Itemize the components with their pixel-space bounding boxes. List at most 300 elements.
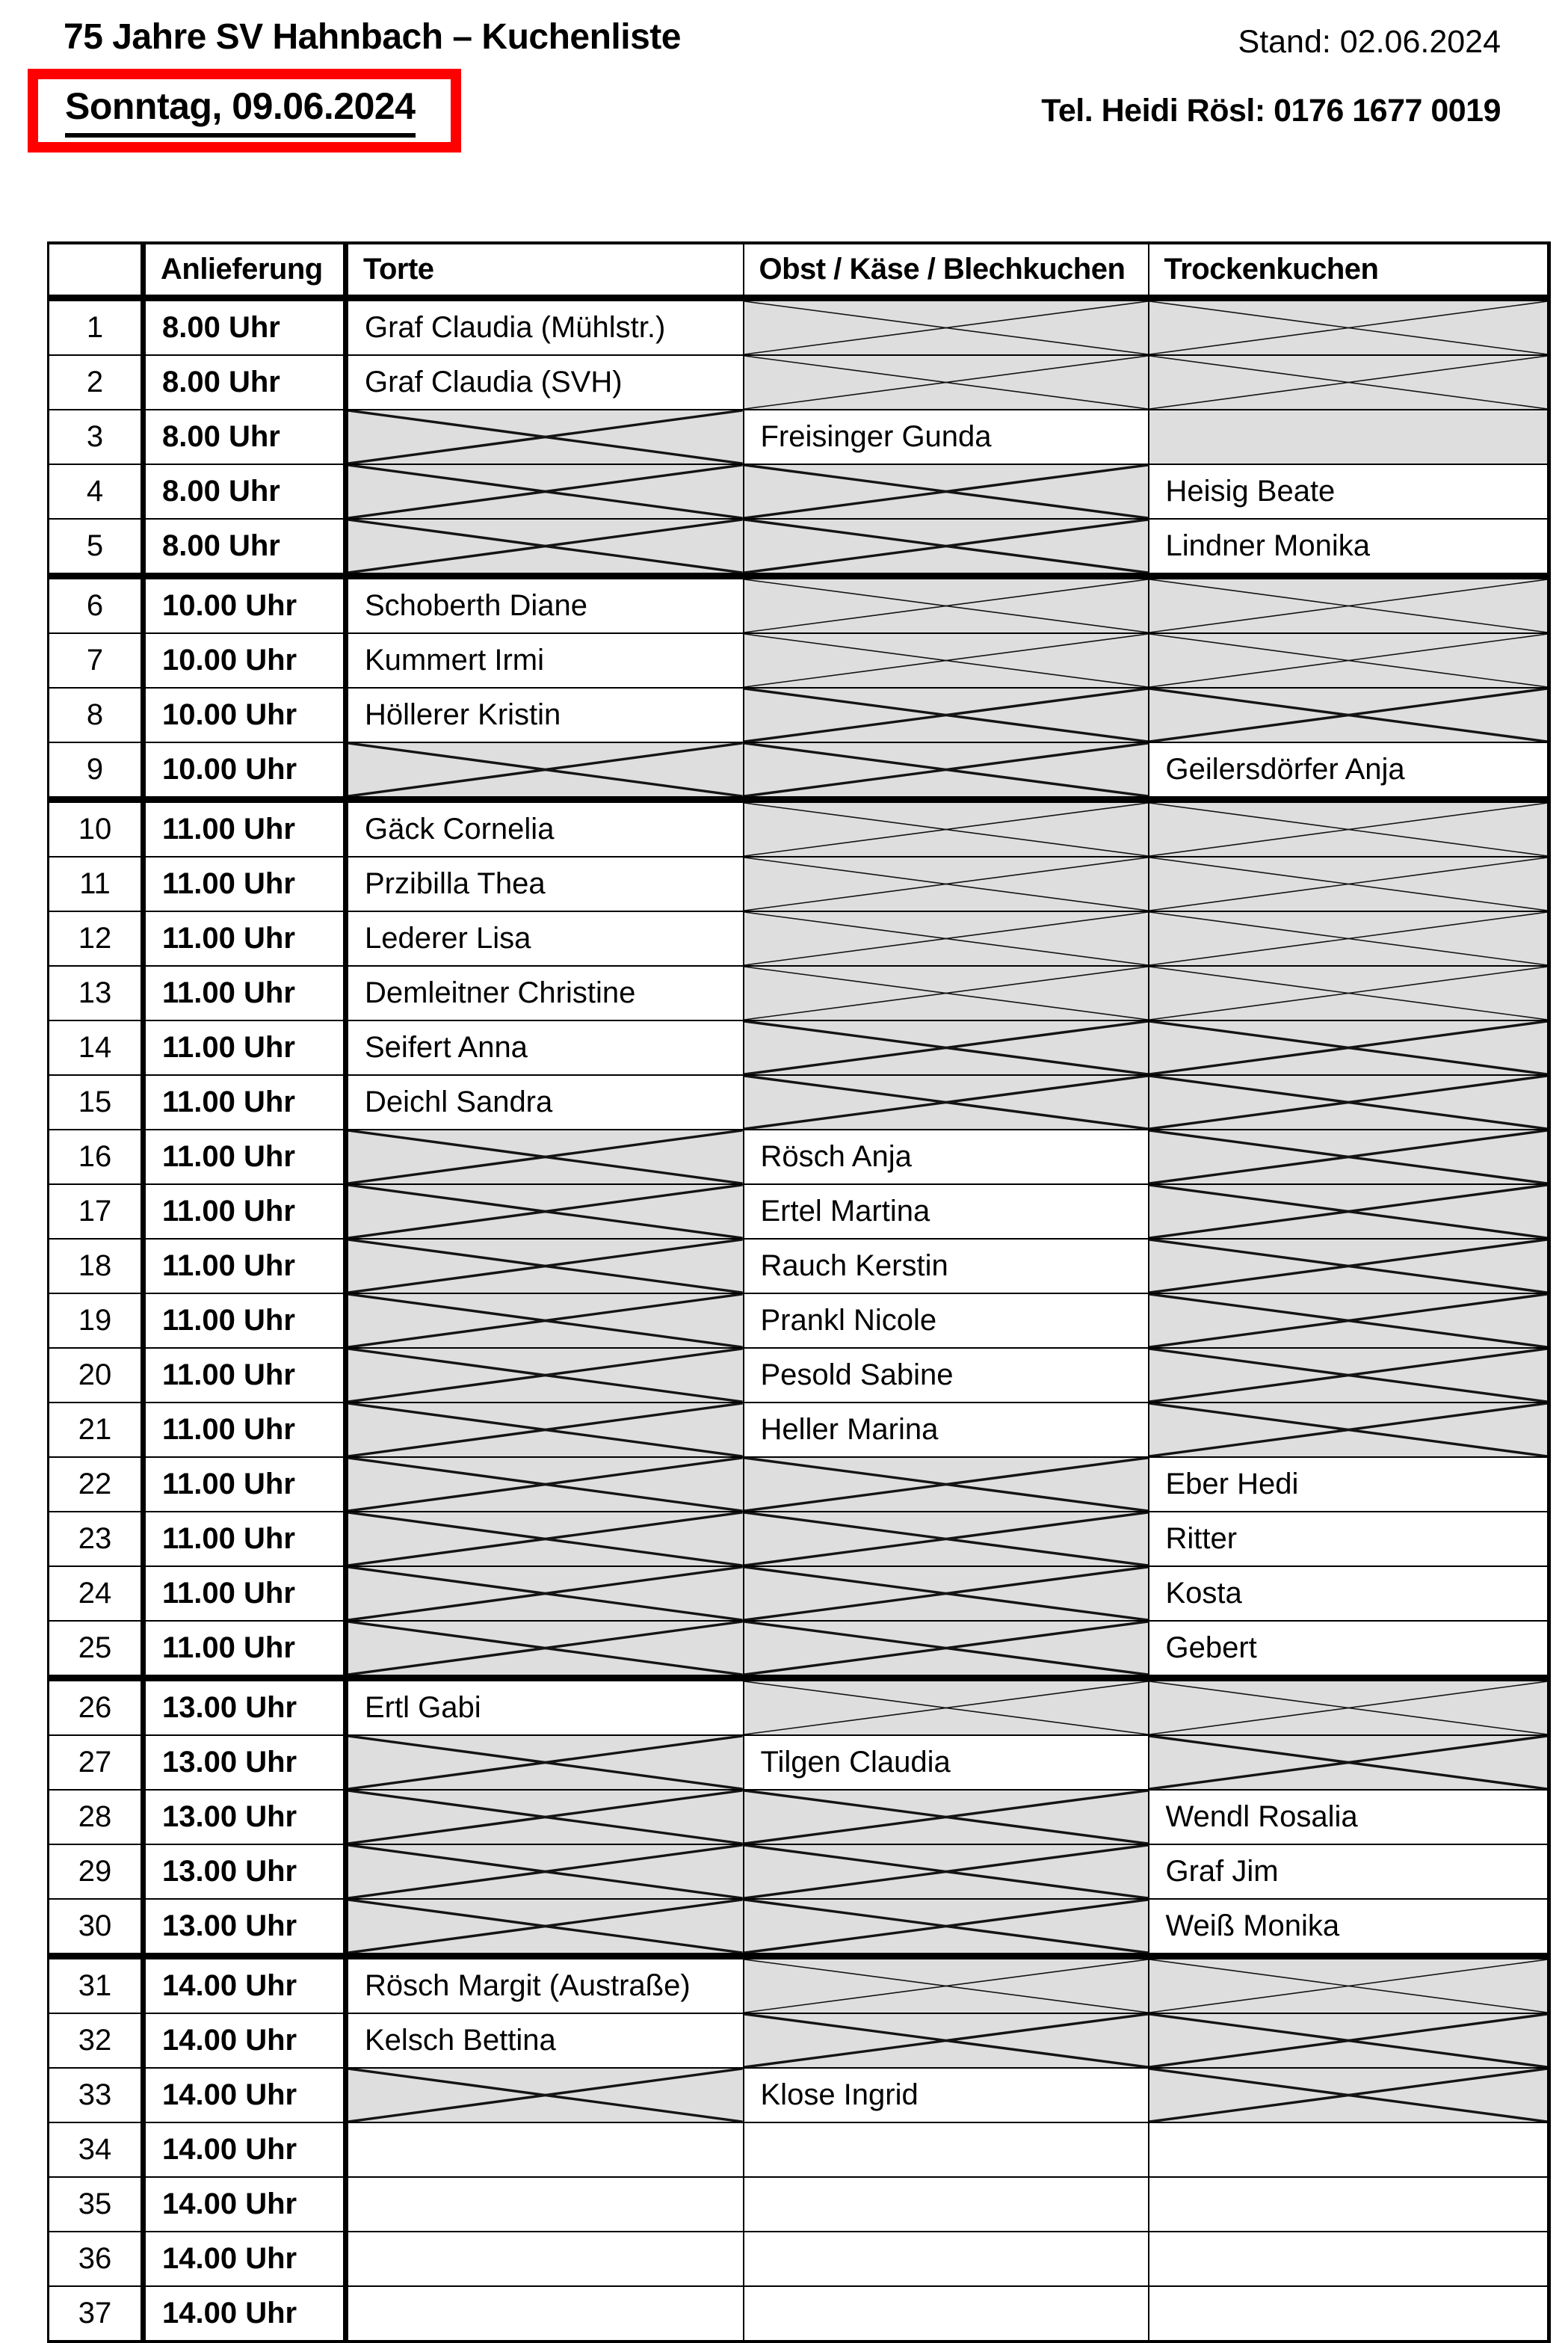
torte-cell: Deichl Sandra xyxy=(346,1075,744,1130)
obst-cell xyxy=(744,1075,1149,1130)
delivery-time: 8.00 Uhr xyxy=(143,464,346,519)
table-row xyxy=(49,1348,1549,1403)
trockenkuchen-cell xyxy=(1149,1130,1549,1184)
delivery-time: 14.00 Uhr xyxy=(143,2286,346,2342)
obst-cell xyxy=(744,519,1149,576)
obst-cell xyxy=(744,1956,1149,2014)
crossed-out-mark xyxy=(744,803,1148,856)
crossed-out-mark xyxy=(348,1567,743,1620)
trockenkuchen-cell: Gebert xyxy=(1149,1621,1549,1678)
obst-cell: Rauch Kerstin xyxy=(744,1239,1149,1293)
torte-cell xyxy=(346,1457,744,1512)
crossed-out-mark xyxy=(1149,1403,1548,1456)
obst-cell xyxy=(744,1020,1149,1075)
table-row xyxy=(49,1457,1549,1512)
row-number: 4 xyxy=(49,464,143,519)
row-number: 17 xyxy=(49,1184,143,1239)
row-number: 11 xyxy=(49,857,143,911)
delivery-time: 14.00 Uhr xyxy=(143,2232,346,2286)
obst-cell xyxy=(744,688,1149,742)
row-number: 16 xyxy=(49,1130,143,1184)
obst-cell xyxy=(744,2286,1149,2342)
crossed-out-mark xyxy=(744,1681,1148,1734)
delivery-time: 11.00 Uhr xyxy=(143,1075,346,1130)
crossed-out-mark xyxy=(1149,689,1548,742)
torte-cell xyxy=(346,1899,744,1956)
crossed-out-mark xyxy=(1149,579,1548,632)
torte-cell: Schoberth Diane xyxy=(346,576,744,634)
crossed-out-mark xyxy=(348,1294,743,1347)
crossed-out-mark xyxy=(348,1512,743,1565)
cake-table-body xyxy=(49,298,1549,2342)
header-row xyxy=(49,243,1549,298)
delivery-time: 11.00 Uhr xyxy=(143,1293,346,1348)
obst-cell xyxy=(744,633,1149,688)
table-row xyxy=(49,688,1549,742)
table-row xyxy=(49,1403,1549,1457)
crossed-out-mark xyxy=(348,1403,743,1456)
trockenkuchen-cell: Kosta xyxy=(1149,1566,1549,1621)
obst-cell xyxy=(744,2013,1149,2068)
crossed-out-mark xyxy=(348,410,743,464)
table-row xyxy=(49,1184,1549,1239)
torte-cell: Graf Claudia (SVH) xyxy=(346,355,744,410)
table-row xyxy=(49,576,1549,634)
obst-cell xyxy=(744,576,1149,634)
crossed-out-mark xyxy=(1149,1959,1548,2013)
obst-cell xyxy=(744,911,1149,966)
header-number xyxy=(49,243,143,298)
trockenkuchen-cell xyxy=(1149,2068,1549,2122)
crossed-out-mark xyxy=(1149,1021,1548,1074)
delivery-time: 10.00 Uhr xyxy=(143,742,346,800)
trockenkuchen-cell xyxy=(1149,1293,1549,1348)
torte-cell xyxy=(346,742,744,800)
delivery-time: 11.00 Uhr xyxy=(143,1020,346,1075)
table-row xyxy=(49,1621,1549,1678)
crossed-out-mark xyxy=(1149,634,1548,687)
delivery-time: 10.00 Uhr xyxy=(143,633,346,688)
row-number: 31 xyxy=(49,1956,143,2014)
table-row xyxy=(49,2013,1549,2068)
torte-cell: Kelsch Bettina xyxy=(346,2013,744,2068)
trockenkuchen-cell xyxy=(1149,355,1549,410)
crossed-out-mark xyxy=(348,465,743,518)
delivery-time: 11.00 Uhr xyxy=(143,1403,346,1457)
torte-cell xyxy=(346,2286,744,2342)
table-row xyxy=(49,355,1549,410)
cake-list-table xyxy=(47,241,1551,2343)
torte-cell xyxy=(346,410,744,464)
torte-cell: Graf Claudia (Mühlstr.) xyxy=(346,298,744,356)
row-number: 22 xyxy=(49,1457,143,1512)
trockenkuchen-cell xyxy=(1149,2013,1549,2068)
table-row xyxy=(49,1899,1549,1956)
torte-cell xyxy=(346,1239,744,1293)
crossed-out-mark xyxy=(348,2069,743,2122)
row-number: 7 xyxy=(49,633,143,688)
crossed-out-mark xyxy=(744,689,1148,742)
table-row xyxy=(49,742,1549,800)
delivery-time: 11.00 Uhr xyxy=(143,911,346,966)
row-number: 5 xyxy=(49,519,143,576)
trockenkuchen-cell xyxy=(1149,800,1549,858)
crossed-out-mark xyxy=(348,1622,743,1675)
row-number: 8 xyxy=(49,688,143,742)
trockenkuchen-cell xyxy=(1149,2122,1549,2177)
delivery-time: 13.00 Uhr xyxy=(143,1899,346,1956)
trockenkuchen-cell xyxy=(1149,1020,1549,1075)
row-number: 21 xyxy=(49,1403,143,1457)
table-row xyxy=(49,1020,1549,1075)
delivery-time: 11.00 Uhr xyxy=(143,800,346,858)
row-number: 25 xyxy=(49,1621,143,1678)
delivery-time: 11.00 Uhr xyxy=(143,1566,346,1621)
delivery-time: 11.00 Uhr xyxy=(143,1348,346,1403)
table-row xyxy=(49,1790,1549,1844)
table-row xyxy=(49,519,1549,576)
crossed-out-mark xyxy=(744,1021,1148,1074)
crossed-out-mark xyxy=(744,912,1148,965)
delivery-time: 13.00 Uhr xyxy=(143,1735,346,1790)
crossed-out-mark xyxy=(1149,301,1548,354)
crossed-out-mark xyxy=(348,1240,743,1293)
crossed-out-mark xyxy=(1149,967,1548,1020)
delivery-time: 10.00 Uhr xyxy=(143,576,346,634)
delivery-time: 8.00 Uhr xyxy=(143,410,346,464)
obst-cell xyxy=(744,1512,1149,1566)
obst-cell: Tilgen Claudia xyxy=(744,1735,1149,1790)
crossed-out-mark xyxy=(1149,1349,1548,1402)
obst-cell xyxy=(744,1790,1149,1844)
obst-cell: Rösch Anja xyxy=(744,1130,1149,1184)
trockenkuchen-cell xyxy=(1149,688,1549,742)
obst-cell xyxy=(744,2232,1149,2286)
trockenkuchen-cell xyxy=(1149,1956,1549,2014)
contact-phone: Tel. Heidi Rösl: 0176 1677 0019 xyxy=(1041,93,1501,129)
torte-cell xyxy=(346,1184,744,1239)
row-number: 23 xyxy=(49,1512,143,1566)
torte-cell: Gäck Cornelia xyxy=(346,800,744,858)
crossed-out-mark xyxy=(348,1791,743,1844)
torte-cell xyxy=(346,1844,744,1899)
obst-cell xyxy=(744,1844,1149,1899)
table-row xyxy=(49,2232,1549,2286)
row-number: 13 xyxy=(49,966,143,1020)
delivery-time: 8.00 Uhr xyxy=(143,519,346,576)
trockenkuchen-cell xyxy=(1149,576,1549,634)
crossed-out-mark xyxy=(744,465,1148,518)
obst-cell xyxy=(744,1566,1149,1621)
crossed-out-mark xyxy=(1149,1076,1548,1129)
header-torte: Torte xyxy=(346,243,744,298)
crossed-out-mark xyxy=(348,1845,743,1898)
trockenkuchen-cell xyxy=(1149,1735,1549,1790)
torte-cell xyxy=(346,1621,744,1678)
delivery-time: 8.00 Uhr xyxy=(143,355,346,410)
crossed-out-mark xyxy=(744,1567,1148,1620)
obst-cell: Heller Marina xyxy=(744,1403,1149,1457)
event-date: Sonntag, 09.06.2024 xyxy=(65,84,416,138)
row-number: 26 xyxy=(49,1678,143,1736)
crossed-out-mark xyxy=(744,967,1148,1020)
obst-cell xyxy=(744,464,1149,519)
torte-cell: Höllerer Kristin xyxy=(346,688,744,742)
torte-cell: Seifert Anna xyxy=(346,1020,744,1075)
obst-cell xyxy=(744,857,1149,911)
obst-cell xyxy=(744,2177,1149,2232)
obst-cell xyxy=(744,1621,1149,1678)
row-number: 14 xyxy=(49,1020,143,1075)
crossed-out-mark xyxy=(348,1130,743,1183)
crossed-out-mark xyxy=(1149,1130,1548,1183)
delivery-time: 11.00 Uhr xyxy=(143,966,346,1020)
table-row xyxy=(49,2122,1549,2177)
delivery-time: 13.00 Uhr xyxy=(143,1678,346,1736)
trockenkuchen-cell xyxy=(1149,298,1549,356)
crossed-out-mark xyxy=(1149,356,1548,409)
crossed-out-mark xyxy=(744,2014,1148,2067)
row-number: 12 xyxy=(49,911,143,966)
trockenkuchen-cell xyxy=(1149,1239,1549,1293)
trockenkuchen-cell: Ritter xyxy=(1149,1512,1549,1566)
crossed-out-mark xyxy=(348,743,743,796)
trockenkuchen-cell xyxy=(1149,1184,1549,1239)
trockenkuchen-cell: Lindner Monika xyxy=(1149,519,1549,576)
crossed-out-mark xyxy=(1149,2069,1548,2122)
row-number: 1 xyxy=(49,298,143,356)
stand-date: Stand: 02.06.2024 xyxy=(1238,24,1501,60)
torte-cell: Demleitner Christine xyxy=(346,966,744,1020)
delivery-time: 10.00 Uhr xyxy=(143,688,346,742)
torte-cell xyxy=(346,1790,744,1844)
delivery-time: 11.00 Uhr xyxy=(143,1130,346,1184)
trockenkuchen-cell xyxy=(1149,410,1549,464)
torte-cell xyxy=(346,2177,744,2232)
trockenkuchen-cell xyxy=(1149,1678,1549,1736)
trockenkuchen-cell xyxy=(1149,966,1549,1020)
crossed-out-mark xyxy=(348,1349,743,1402)
table-row xyxy=(49,1735,1549,1790)
table-row xyxy=(49,800,1549,858)
table-row xyxy=(49,857,1549,911)
delivery-time: 11.00 Uhr xyxy=(143,1621,346,1678)
crossed-out-mark xyxy=(1149,1294,1548,1347)
delivery-time: 13.00 Uhr xyxy=(143,1790,346,1844)
table-row xyxy=(49,1844,1549,1899)
crossed-out-mark xyxy=(744,1076,1148,1129)
trockenkuchen-cell xyxy=(1149,1348,1549,1403)
trockenkuchen-cell xyxy=(1149,857,1549,911)
crossed-out-mark xyxy=(1149,1681,1548,1734)
crossed-out-mark xyxy=(744,301,1148,354)
trockenkuchen-cell: Weiß Monika xyxy=(1149,1899,1549,1956)
table-row xyxy=(49,2068,1549,2122)
row-number: 27 xyxy=(49,1735,143,1790)
crossed-out-mark xyxy=(744,1959,1148,2013)
crossed-out-mark xyxy=(744,743,1148,796)
crossed-out-mark xyxy=(348,1458,743,1511)
row-number: 19 xyxy=(49,1293,143,1348)
crossed-out-mark xyxy=(744,858,1148,911)
crossed-out-mark xyxy=(744,356,1148,409)
row-number: 2 xyxy=(49,355,143,410)
page-title: 75 Jahre SV Hahnbach – Kuchenliste xyxy=(64,17,681,57)
table-row xyxy=(49,298,1549,356)
header-obst-kaese-blechkuchen: Obst / Käse / Blechkuchen xyxy=(744,243,1149,298)
trockenkuchen-cell: Wendl Rosalia xyxy=(1149,1790,1549,1844)
torte-cell xyxy=(346,1735,744,1790)
delivery-time: 11.00 Uhr xyxy=(143,1512,346,1566)
obst-cell xyxy=(744,800,1149,858)
table-row xyxy=(49,2177,1549,2232)
table-row xyxy=(49,464,1549,519)
table-row xyxy=(49,911,1549,966)
crossed-out-mark xyxy=(1149,912,1548,965)
torte-cell: Lederer Lisa xyxy=(346,911,744,966)
crossed-out-mark xyxy=(348,1736,743,1789)
trockenkuchen-cell: Heisig Beate xyxy=(1149,464,1549,519)
delivery-time: 11.00 Uhr xyxy=(143,1457,346,1512)
crossed-out-mark xyxy=(348,520,743,573)
torte-cell xyxy=(346,2122,744,2177)
row-number: 3 xyxy=(49,410,143,464)
trockenkuchen-cell xyxy=(1149,2177,1549,2232)
table-row xyxy=(49,1678,1549,1736)
obst-cell: Prankl Nicole xyxy=(744,1293,1149,1348)
row-number: 6 xyxy=(49,576,143,634)
crossed-out-mark xyxy=(1149,1736,1548,1789)
table-row xyxy=(49,1512,1549,1566)
row-number: 32 xyxy=(49,2013,143,2068)
crossed-out-mark xyxy=(744,1512,1148,1565)
torte-cell xyxy=(346,2068,744,2122)
table-row xyxy=(49,633,1549,688)
torte-cell xyxy=(346,519,744,576)
delivery-time: 11.00 Uhr xyxy=(143,1184,346,1239)
crossed-out-mark xyxy=(744,634,1148,687)
torte-cell xyxy=(346,2232,744,2286)
crossed-out-mark xyxy=(1149,1185,1548,1238)
trockenkuchen-cell: Geilersdörfer Anja xyxy=(1149,742,1549,800)
torte-cell: Rösch Margit (Austraße) xyxy=(346,1956,744,2014)
crossed-out-mark xyxy=(744,1791,1148,1844)
obst-cell: Klose Ingrid xyxy=(744,2068,1149,2122)
header-anlieferung: Anlieferung xyxy=(143,243,346,298)
trockenkuchen-cell xyxy=(1149,633,1549,688)
row-number: 15 xyxy=(49,1075,143,1130)
obst-cell xyxy=(744,2122,1149,2177)
table-row xyxy=(49,1130,1549,1184)
torte-cell xyxy=(346,464,744,519)
crossed-out-mark xyxy=(744,1622,1148,1675)
delivery-time: 14.00 Uhr xyxy=(143,2122,346,2177)
obst-cell: Pesold Sabine xyxy=(744,1348,1149,1403)
obst-cell: Freisinger Gunda xyxy=(744,410,1149,464)
crossed-out-mark xyxy=(744,1900,1148,1953)
trockenkuchen-cell xyxy=(1149,2232,1549,2286)
torte-cell: Kummert Irmi xyxy=(346,633,744,688)
torte-cell xyxy=(346,1512,744,1566)
obst-cell xyxy=(744,1678,1149,1736)
delivery-time: 14.00 Uhr xyxy=(143,1956,346,2014)
row-number: 35 xyxy=(49,2177,143,2232)
row-number: 24 xyxy=(49,1566,143,1621)
torte-cell xyxy=(346,1348,744,1403)
table-row xyxy=(49,410,1549,464)
obst-cell xyxy=(744,355,1149,410)
delivery-time: 14.00 Uhr xyxy=(143,2013,346,2068)
row-number: 29 xyxy=(49,1844,143,1899)
table-row xyxy=(49,2286,1549,2342)
row-number: 28 xyxy=(49,1790,143,1844)
trockenkuchen-cell xyxy=(1149,2286,1549,2342)
obst-cell xyxy=(744,742,1149,800)
trockenkuchen-cell: Graf Jim xyxy=(1149,1844,1549,1899)
crossed-out-mark xyxy=(744,1845,1148,1898)
table-row xyxy=(49,1293,1549,1348)
trockenkuchen-cell xyxy=(1149,911,1549,966)
obst-cell xyxy=(744,298,1149,356)
delivery-time: 11.00 Uhr xyxy=(143,857,346,911)
torte-cell xyxy=(346,1403,744,1457)
delivery-time: 14.00 Uhr xyxy=(143,2068,346,2122)
torte-cell: Ertl Gabi xyxy=(346,1678,744,1736)
crossed-out-mark xyxy=(1149,858,1548,911)
crossed-out-mark xyxy=(348,1900,743,1953)
row-number: 18 xyxy=(49,1239,143,1293)
row-number: 33 xyxy=(49,2068,143,2122)
row-number: 20 xyxy=(49,1348,143,1403)
delivery-time: 8.00 Uhr xyxy=(143,298,346,356)
torte-cell xyxy=(346,1566,744,1621)
table-row xyxy=(49,966,1549,1020)
crossed-out-mark xyxy=(744,1458,1148,1511)
torte-cell: Przibilla Thea xyxy=(346,857,744,911)
delivery-time: 11.00 Uhr xyxy=(143,1239,346,1293)
date-highlight-box xyxy=(28,69,461,153)
crossed-out-mark xyxy=(744,520,1148,573)
row-number: 30 xyxy=(49,1899,143,1956)
delivery-time: 13.00 Uhr xyxy=(143,1844,346,1899)
trockenkuchen-cell xyxy=(1149,1075,1549,1130)
crossed-out-mark xyxy=(744,579,1148,632)
obst-cell xyxy=(744,1457,1149,1512)
crossed-out-mark xyxy=(348,1185,743,1238)
row-number: 10 xyxy=(49,800,143,858)
table-row xyxy=(49,1956,1549,2014)
table-row xyxy=(49,1075,1549,1130)
trockenkuchen-cell xyxy=(1149,1403,1549,1457)
obst-cell xyxy=(744,1899,1149,1956)
obst-cell: Ertel Martina xyxy=(744,1184,1149,1239)
crossed-out-mark xyxy=(1149,2014,1548,2067)
delivery-time: 14.00 Uhr xyxy=(143,2177,346,2232)
torte-cell xyxy=(346,1130,744,1184)
trockenkuchen-cell: Eber Hedi xyxy=(1149,1457,1549,1512)
header-trockenkuchen: Trockenkuchen xyxy=(1149,243,1549,298)
crossed-out-mark xyxy=(1149,1240,1548,1293)
row-number: 36 xyxy=(49,2232,143,2286)
row-number: 9 xyxy=(49,742,143,800)
crossed-out-mark xyxy=(1149,803,1548,856)
row-number: 34 xyxy=(49,2122,143,2177)
torte-cell xyxy=(346,1293,744,1348)
table-row xyxy=(49,1566,1549,1621)
table-row xyxy=(49,1239,1549,1293)
row-number: 37 xyxy=(49,2286,143,2342)
obst-cell xyxy=(744,966,1149,1020)
